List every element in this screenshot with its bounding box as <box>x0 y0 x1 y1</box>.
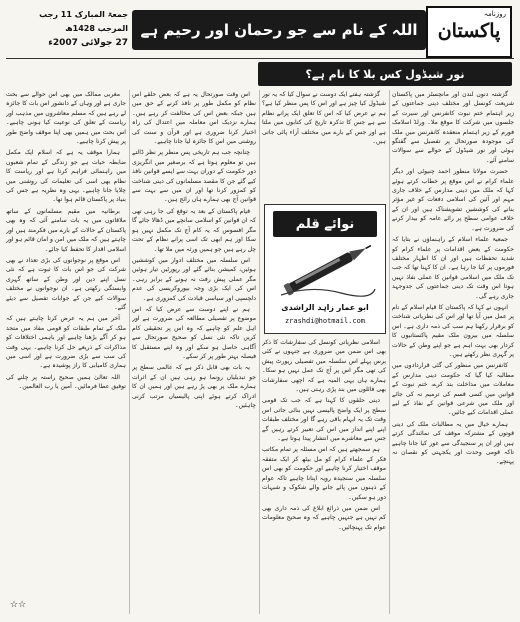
logo-name: پاکستان <box>437 20 501 42</box>
article-paragraph: اللہ تعالیٰ ہمیں صحیح راستہ پر چلنے کی توفیق عطا فرمائیں۔ آمین یا رب العالمین۔ <box>6 373 126 391</box>
column-badge <box>264 204 386 334</box>
article-paragraph: اس ضمن میں ذرائع ابلاغ کی ذمہ داری بھی کم نہیں ہے جنہیں چاہیے کہ وہ صحیح معلومات عوام تک پہنچائیں۔ <box>262 504 386 531</box>
author-name: ابو عمار زاہد الراشدی <box>281 303 369 312</box>
article-paragraph: اس سلسلہ میں مختلف ادوار میں کوششیں ہوئیں، کمیشن بنائے گئے اور رپورٹیں تیار ہوئیں مگر عملی پیش رفت نہ ہونے کے برابر رہی۔ اس کی ایک بڑی وجہ بیوروکریسی کی عدم دلچسپی اور سیاسی قیادت کی کمزوری ہے۔ <box>132 256 256 302</box>
gregorian-date: 27 جولائی 2007ء <box>48 38 128 48</box>
date-box <box>10 8 128 52</box>
article-paragraph: اسلامی نظریاتی کونسل کی سفارشات کا ذکر بھی اس ضمن میں ضروری ہے جنہوں نے کئی برس پہلے اس سلسلہ میں تفصیلی رپورٹ پیش کی تھی مگر اس پر آج تک عمل نہیں ہو سکا۔ ہمارے ہاں یہی المیہ ہے کہ اچھی سفارشات بھی فائلوں میں بند پڑی رہتی ہیں۔ <box>262 339 386 394</box>
masthead <box>6 6 514 56</box>
article-paragraph: جمعیۃ علماء اسلام کے راہنماؤں نے بتایا کہ حکومت کے بعض اقدامات پر علماء کرام کو شدید تحفظات ہیں اور ان کا اظہار مختلف فورموں پر کیا جا رہا ہے۔ ان کا کہنا تھا کہ جب تک ملک میں اسلامی قوانین کا عملی نفاذ نہیں ہوتا اس وقت تک دینی جماعتوں کی جدوجہد جاری رہے گی۔ <box>392 236 514 300</box>
article-paragraph: اس وقت صورتحال یہ ہے کہ بعض حلقے اس نظام کو مکمل طور پر نافذ کرنے کے حق میں ہیں جبکہ بعض اس کی مخالفت کر رہے ہیں۔ ہمارے نزدیک اس معاملہ میں اعتدال کی راہ اختیار کرنا ضروری ہے اور قرآن و سنت کی روشنی میں اس کا جائزہ لیا جانا چاہیے۔ <box>132 91 256 146</box>
article-column-2-bottom <box>262 338 386 614</box>
article-paragraph: مغربی ممالک میں بھی اس حوالے سے بحث جاری ہے اور وہاں کے دانشور اس بات کا جائزہ لے رہے ہیں کہ مسلم معاشروں میں مذہب اور ریاست کے تعلق کی نوعیت کیا ہونی چاہیے۔ اس بحث میں ہمیں بھی اپنا موقف واضح طور پر پیش کرنا چاہیے۔ <box>6 91 126 146</box>
pen-icon <box>271 239 379 301</box>
author-email: zrashdi@hotmail.com <box>284 317 366 325</box>
bismillah-banner: اللہ کے نام سے جو رحمان اور رحیم ہے <box>132 10 426 50</box>
article-paragraph: ہم سمجھتے ہیں کہ اس مسئلہ پر تمام مکاتب فکر کے علماء کرام کو مل بیٹھ کر ایک متفقہ موقف اختیار کرنا چاہیے اور حکومت کو بھی اس سلسلہ میں سنجیدہ رویہ اپنانا چاہیے تاکہ عوام کے ذہنوں میں پائے جانے والے شکوک و شبہات دور ہو سکیں۔ <box>262 446 386 501</box>
article-paragraph: برطانیہ میں مقیم مسلمانوں کے ساتھ ملاقاتوں میں یہ بات سامنے آئی کہ وہ بھی پاکستان کے حالات کے بارے میں فکرمند ہیں اور چاہتے ہیں کہ ملک میں امن و امان قائم ہو اور اسلامی اقدار کا تحفظ کیا جائے۔ <box>6 207 126 253</box>
article-paragraph: حضرت مولانا منظور احمد چنیوٹی اور دیگر علماء کرام نے اس موقع پر خطاب کرتے ہوئے کہا کہ ملک میں دینی مدارس کے خلاف جاری مہم اور آئین کی اسلامی دفعات کو غیر مؤثر بنانے کی کوششیں تشویشناک ہیں اور ان کے خلاف عوامی سطح پر رائے عامہ کو بیدار کرنے کی ضرورت ہے۔ <box>392 168 514 232</box>
article-paragraph: گزشتہ ہفتے ایک دوست نے سوال کیا کہ یہ نور شیڈول کیا چیز ہے اور اس کا پس منظر کیا ہے؟ ہم نے عرض کیا کہ اس کا تعلق ایک پرانے نظام سے ہے جس کا تذکرہ تاریخ کی کتابوں میں ملتا ہے اور جس کے بارے میں مختلف آراء پائی جاتی ہیں۔ <box>262 91 386 146</box>
article-paragraph: قیام پاکستان کے بعد یہ توقع کی جا رہی تھی کہ ان قوانین کو اسلامی سانچے میں ڈھالا جائے گا مگر افسوس کہ یہ کام آج تک مکمل نہیں ہو سکا اور ہم ابھی تک اسی پرانے نظام کے تحت چل رہے ہیں جو ہمیں ورثہ میں ملا تھا۔ <box>132 207 256 253</box>
column-title: نوائے قلم <box>273 211 377 237</box>
end-mark: ☆☆ <box>10 600 27 610</box>
article-paragraph: اس موقع پر نوجوانوں کی بڑی تعداد نے بھی شرکت کی جو اس بات کا ثبوت ہے کہ نئی نسل اپنے دین اور وطن کے ساتھ گہری وابستگی رکھتی ہے۔ ان نوجوانوں نے مختلف سوالات کیے جن کے جوابات تفصیل سے دیئے گئے۔ <box>6 256 126 311</box>
newspaper-logo <box>426 6 512 58</box>
article-paragraph: کانفرنس میں منظور کی گئی قراردادوں میں مطالبہ کیا گیا کہ حکومت دینی مدارس کے معاملات میں مداخلت بند کرے، ختم نبوت کے قوانین میں کسی قسم کی ترمیم نہ کی جائے اور ملک میں شرعی قوانین کے نفاذ کے لیے عملی اقدامات کیے جائیں۔ <box>392 362 514 417</box>
logo-prefix: روزنامہ <box>483 10 506 18</box>
article-column-1 <box>392 90 514 614</box>
article-paragraph: ہمارے خیال میں یہ مطالبات ملک کی دینی قوتوں کے مشترکہ موقف کی نمائندگی کرتے ہیں اور ان پر سنجیدگی سے غور کیا جانا چاہیے تاکہ قومی وحدت اور یکجہتی کو نقصان نہ پہنچے۔ <box>392 420 514 466</box>
article-column-3 <box>132 90 256 614</box>
article-paragraph: چنانچہ جب ہم تاریخی پس منظر پر نظر ڈالتے ہیں تو معلوم ہوتا ہے کہ برصغیر میں انگریزی دور حکومت کے دوران بہت سے ایسے قوانین نافذ کیے گئے جن کا مقصد مسلمانوں کی دینی شناخت کو کمزور کرنا تھا اور ان میں سے بہت سے قوانین آج بھی ہمارے ہاں رائج ہیں۔ <box>132 149 256 204</box>
article-paragraph: یہ بات بھی قابل ذکر ہے کہ عالمی سطح پر جو تبدیلیاں رونما ہو رہی ہیں ان کے اثرات ہمارے ملک پر بھی پڑ رہے ہیں اور ہمیں ان کا ادراک کرتے ہوئے اپنی پالیسیاں مرتب کرنی چاہئیں۔ <box>132 364 256 409</box>
article-column-2-top <box>262 90 386 198</box>
column-divider <box>129 90 130 614</box>
article-paragraph: گزشتہ دنوں لندن اور مانچسٹر میں پاکستان شریعت کونسل اور مختلف دینی جماعتوں کے زیر اہتمام ختم نبوت کانفرنس اور سیرت کے جلسوں میں شرکت کا موقع ملا۔ ورلڈ اسلامک فورم کے زیر اہتمام منعقدہ کانفرنس میں ملک کی موجودہ صورتحال پر تفصیل سے گفتگو ہوئی اور نور شیڈول کے حوالے سے سوالات سامنے آئے۔ <box>392 91 514 164</box>
article-column-4 <box>6 90 126 596</box>
article-paragraph: آخر میں ہم یہ عرض کرنا چاہتے ہیں کہ ملک کے تمام طبقات کو قومی مفاد میں متحد ہو کر آگے بڑھنا چاہیے اور باہمی اختلافات کو مذاکرات کے ذریعے حل کرنا چاہیے۔ یہی وقت کی سب سے بڑی ضرورت ہے اور اسی میں ہماری کامیابی کا راز پوشیدہ ہے۔ <box>6 315 126 370</box>
column-divider <box>259 90 260 614</box>
article-paragraph: انہوں نے کہا کہ پاکستان کا قیام اسلام کے نام پر عمل میں آیا تھا اور اس کی نظریاتی شناخت کو برقرار رکھنا ہم سب کی ذمہ داری ہے۔ اس سلسلہ میں بیرون ملک مقیم پاکستانیوں کا کردار بھی بہت اہم ہے جو اپنے وطن کے حالات پر گہری نظر رکھتے ہیں۔ <box>392 303 514 358</box>
article-paragraph: ہمارا موقف یہ ہے کہ اسلام ایک مکمل ضابطہ حیات ہے جو زندگی کے تمام شعبوں میں راہنمائی فراہم کرتا ہے اور ریاست کا نظام بھی اسی کی تعلیمات کی روشنی میں چلایا جانا چاہیے۔ یہی وہ نظریہ ہے جس کی بنیاد پر پاکستان قائم ہوا تھا۔ <box>6 149 126 204</box>
masthead-rule <box>6 58 514 59</box>
column-divider <box>389 90 390 614</box>
hijri-date: جمعۃ المبارک 11 رجب المرجب 1428ھ <box>39 10 128 33</box>
article-headline: نور شیڈول کس بلا کا نام ہے؟ <box>258 62 512 86</box>
article-paragraph: ہم نے اپنے دوست سے عرض کیا کہ اس موضوع پر تفصیلی مطالعہ کی ضرورت ہے اور اہل علم کو چاہیے کہ وہ اس پر تحقیقی کام کریں تاکہ نئی نسل کو صحیح صورتحال سے آگاہی حاصل ہو سکے اور وہ اپنے مستقبل کا فیصلہ بہتر طور پر کر سکے۔ <box>132 305 256 360</box>
article-paragraph: دینی حلقوں کا کہنا ہے کہ جب تک قومی سطح پر ایک واضح پالیسی نہیں بنائی جاتی اس وقت تک یہ ابہام باقی رہے گا اور مختلف طبقات اپنے اپنے انداز میں اس کی تعبیر کرتے رہیں گے جس سے معاشرے میں انتشار پیدا ہوتا ہے۔ <box>262 397 386 443</box>
